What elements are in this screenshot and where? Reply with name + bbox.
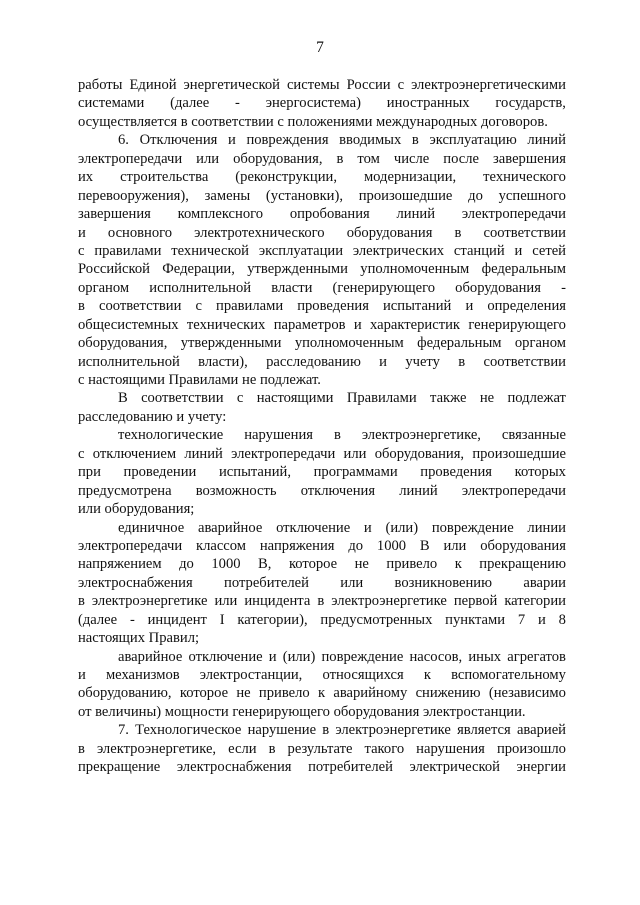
word: энергосистема) bbox=[265, 95, 361, 112]
word: электроснабжения bbox=[78, 574, 193, 591]
word: основного bbox=[107, 224, 173, 241]
word: соответствии bbox=[98, 298, 182, 315]
word: - bbox=[129, 611, 135, 628]
document-body bbox=[78, 76, 566, 777]
text-line bbox=[78, 150, 566, 168]
word: если bbox=[228, 740, 257, 757]
word: Правилами bbox=[346, 390, 417, 407]
word: с bbox=[397, 77, 405, 93]
word: электроэнергетике bbox=[91, 593, 208, 610]
word: (далее bbox=[78, 611, 118, 628]
word: В bbox=[419, 537, 430, 554]
word: отключение bbox=[188, 648, 263, 665]
word: с bbox=[195, 298, 202, 315]
word: 1000 bbox=[211, 556, 241, 573]
word: определения bbox=[487, 298, 566, 315]
text-line bbox=[78, 334, 566, 352]
word: оборудования bbox=[455, 279, 541, 296]
word: в bbox=[322, 722, 330, 739]
word: категории), bbox=[237, 611, 308, 628]
word: электропередачи bbox=[461, 206, 566, 223]
word: электрической bbox=[409, 759, 500, 776]
text-line bbox=[78, 168, 566, 186]
word: правилами bbox=[94, 242, 162, 259]
text-line bbox=[78, 555, 566, 573]
word: в bbox=[336, 150, 344, 167]
word: единичное bbox=[118, 519, 185, 536]
text-line bbox=[78, 740, 566, 758]
word: в bbox=[458, 353, 466, 370]
word: технической bbox=[171, 242, 249, 259]
word: замены bbox=[204, 187, 251, 204]
word: повреждение bbox=[431, 519, 514, 536]
text-line bbox=[78, 519, 566, 537]
word: В bbox=[118, 390, 128, 407]
word: в bbox=[78, 298, 85, 315]
text-line bbox=[78, 224, 566, 242]
text-line bbox=[78, 76, 566, 94]
word: опробования bbox=[289, 206, 370, 223]
word: повреждения bbox=[246, 132, 329, 149]
word: до bbox=[468, 187, 483, 204]
word: в bbox=[78, 593, 85, 610]
text-line bbox=[78, 94, 566, 112]
word: при bbox=[78, 464, 101, 481]
word: аварией bbox=[516, 722, 566, 739]
text-line bbox=[78, 463, 566, 481]
word: 6. bbox=[118, 132, 129, 149]
word: отключение bbox=[276, 519, 351, 536]
word: в bbox=[333, 427, 341, 444]
word: электрических bbox=[352, 242, 445, 259]
word: нарушения bbox=[244, 427, 313, 444]
word: их bbox=[78, 169, 94, 186]
word: электропередачи bbox=[461, 482, 566, 499]
word: аварии bbox=[523, 574, 566, 591]
word: эксплуатацию bbox=[429, 132, 517, 149]
word: линий bbox=[399, 482, 438, 499]
word: потребителей bbox=[224, 574, 309, 591]
word: насосов, bbox=[409, 648, 463, 665]
text-line: с настоящими Правилами не подлежат. bbox=[78, 372, 321, 388]
word: прекращение bbox=[78, 759, 161, 776]
word: параметров bbox=[273, 316, 346, 333]
word: уполномоченным bbox=[294, 335, 404, 352]
word: электроэнергетике, bbox=[361, 427, 481, 444]
word: напряжением bbox=[78, 556, 162, 573]
word: инцидента bbox=[244, 593, 311, 610]
word: энергии bbox=[516, 759, 566, 776]
word: предусмотрена bbox=[78, 482, 172, 499]
word: вспомогательному bbox=[451, 667, 566, 683]
word: электропередачи bbox=[78, 150, 183, 167]
word: 7 bbox=[517, 611, 526, 628]
word: линий bbox=[396, 206, 436, 223]
word: после bbox=[443, 150, 480, 167]
word: категории bbox=[504, 593, 566, 610]
word: инцидент bbox=[147, 611, 207, 628]
word: возникновению bbox=[394, 574, 493, 591]
text-line bbox=[78, 758, 566, 776]
text-line bbox=[78, 260, 566, 278]
word: испытаний bbox=[383, 298, 452, 315]
word: линий bbox=[184, 445, 223, 462]
text-line: осуществляется в соответствии с положениями международных договоров. bbox=[78, 113, 548, 130]
text-line bbox=[78, 316, 566, 334]
word: власти bbox=[271, 279, 313, 296]
word: также bbox=[430, 390, 467, 407]
word: перевооружения), bbox=[78, 187, 189, 204]
text-line bbox=[78, 648, 566, 666]
word: оборудования, bbox=[78, 335, 168, 352]
word: системами bbox=[78, 95, 145, 112]
word: правилами bbox=[216, 298, 284, 315]
word: настоящими bbox=[256, 390, 334, 407]
word: или bbox=[214, 593, 238, 610]
word: испытаний, bbox=[218, 464, 291, 481]
text-line bbox=[78, 426, 566, 444]
word: до bbox=[179, 556, 194, 573]
word: утвержденными bbox=[247, 261, 348, 278]
word: и bbox=[363, 519, 372, 536]
word: оборудованию, bbox=[78, 685, 172, 702]
word: повреждение bbox=[321, 648, 404, 665]
word: - bbox=[235, 95, 240, 112]
word: не bbox=[479, 390, 495, 407]
word: В, bbox=[258, 556, 272, 573]
text-line bbox=[78, 721, 566, 739]
word: (установки), bbox=[265, 187, 343, 204]
text-line: настоящих Правил; bbox=[78, 630, 200, 647]
word: электроэнергетике, bbox=[96, 740, 217, 757]
word: в bbox=[317, 593, 325, 610]
word: успешного bbox=[498, 187, 566, 204]
word: Технологическое bbox=[135, 722, 242, 739]
word: эксплуатации bbox=[258, 242, 344, 259]
word: генерирующего bbox=[468, 316, 566, 333]
word: 7. bbox=[118, 722, 129, 739]
word: России bbox=[346, 77, 391, 93]
word: которых bbox=[514, 464, 566, 481]
word: электропередачи bbox=[78, 537, 183, 554]
word: в bbox=[411, 132, 419, 149]
word: (реконструкции, bbox=[235, 169, 337, 186]
word: оборудования bbox=[346, 224, 433, 241]
word: является bbox=[457, 722, 511, 739]
text-line bbox=[78, 611, 566, 629]
word: власти), bbox=[198, 353, 248, 370]
word: связанные bbox=[501, 427, 566, 444]
word: классом bbox=[195, 537, 247, 554]
text-line bbox=[78, 205, 566, 223]
word: утвержденными bbox=[180, 335, 282, 352]
word: соответствии bbox=[483, 224, 566, 241]
word: и bbox=[78, 224, 86, 241]
word: соответствии bbox=[141, 390, 224, 407]
word: потребителей bbox=[308, 759, 393, 776]
word: напряжения bbox=[259, 537, 335, 554]
word: и bbox=[353, 316, 362, 333]
word: аварийное bbox=[118, 648, 183, 665]
word: электростанции, bbox=[199, 667, 303, 683]
word: которое bbox=[179, 685, 229, 702]
word: иных bbox=[468, 648, 502, 665]
word: отключения bbox=[300, 482, 376, 499]
word: исполнительной bbox=[78, 353, 180, 370]
word: расследованию bbox=[266, 353, 361, 370]
word: или bbox=[443, 537, 467, 554]
word: (или) bbox=[385, 519, 419, 536]
word: электротехнического bbox=[194, 224, 325, 241]
word: энергетической bbox=[183, 77, 280, 93]
word: с bbox=[236, 390, 244, 407]
text-line bbox=[78, 389, 566, 407]
word: и bbox=[379, 353, 387, 370]
word: привело bbox=[386, 556, 438, 573]
word: 8 bbox=[558, 611, 566, 628]
word: такого bbox=[364, 740, 405, 757]
word: Отключения bbox=[139, 132, 218, 149]
word: I bbox=[219, 611, 225, 628]
word: прекращению bbox=[479, 556, 566, 573]
word: к bbox=[317, 685, 326, 702]
word: с bbox=[78, 242, 85, 259]
text-line bbox=[78, 482, 566, 500]
word: (или) bbox=[282, 648, 316, 665]
word: первой bbox=[453, 593, 498, 610]
word: которое bbox=[288, 556, 338, 573]
text-line bbox=[78, 297, 566, 315]
word: произошедшие bbox=[472, 445, 566, 462]
word: подлежат bbox=[507, 390, 566, 407]
word: или bbox=[343, 445, 367, 462]
word: проведения bbox=[297, 298, 369, 315]
word: и bbox=[465, 298, 474, 315]
word: числе bbox=[393, 150, 430, 167]
word: и bbox=[228, 132, 236, 149]
word: и bbox=[514, 242, 523, 259]
word: оборудования bbox=[480, 537, 566, 554]
text-line bbox=[78, 279, 566, 297]
word: (генерирующего bbox=[332, 279, 436, 296]
word: к bbox=[454, 556, 462, 573]
word: программами bbox=[313, 464, 398, 481]
word: линии bbox=[527, 519, 566, 536]
text-line bbox=[78, 445, 566, 463]
word: до bbox=[348, 537, 364, 554]
word: (далее bbox=[170, 95, 210, 112]
word: строительства bbox=[120, 169, 209, 186]
word: (независимо bbox=[488, 685, 566, 702]
word: линий bbox=[527, 132, 566, 149]
word: Федерации, bbox=[162, 261, 235, 278]
word: том bbox=[357, 150, 380, 167]
word: отключением bbox=[92, 445, 177, 462]
word: завершения bbox=[78, 206, 151, 223]
word: произошедшие bbox=[358, 187, 453, 204]
page-number: 7 bbox=[316, 39, 324, 56]
word: пунктами bbox=[445, 611, 506, 628]
word: снижению bbox=[415, 685, 481, 702]
text-line bbox=[78, 353, 566, 371]
word: аварийное bbox=[197, 519, 263, 536]
word: модернизации, bbox=[363, 169, 457, 186]
text-line bbox=[78, 666, 566, 684]
word: станций bbox=[453, 242, 505, 259]
word: предусмотренных bbox=[320, 611, 433, 628]
word: общесистемных bbox=[78, 316, 179, 333]
word: уполномоченным bbox=[360, 261, 470, 278]
word: агрегатов bbox=[507, 648, 566, 665]
word: завершения bbox=[493, 150, 566, 167]
word: и bbox=[537, 611, 546, 628]
word: произошло bbox=[496, 740, 566, 757]
text-line bbox=[78, 684, 566, 702]
word: электроэнергетике bbox=[331, 593, 447, 610]
word: органом bbox=[514, 335, 566, 352]
word: или bbox=[196, 150, 220, 167]
word: и bbox=[78, 667, 86, 683]
text-line bbox=[78, 574, 566, 592]
word: электропередачи bbox=[231, 445, 336, 462]
word: относящихся bbox=[322, 667, 404, 683]
word: Российской bbox=[78, 261, 150, 278]
word: учету bbox=[405, 353, 440, 370]
text-line: или оборудования; bbox=[78, 501, 195, 518]
word: не bbox=[236, 685, 251, 702]
word: исполнительной bbox=[149, 279, 252, 296]
word: иностранных bbox=[386, 95, 470, 112]
word: электроэнергетическими bbox=[411, 77, 566, 93]
word: в bbox=[454, 224, 462, 241]
word: возможность bbox=[195, 482, 277, 499]
text-line: от величины) мощности генерирующего оборудования электростанции. bbox=[78, 703, 526, 720]
text-line: расследованию и учету: bbox=[78, 408, 227, 425]
text-line bbox=[78, 242, 566, 260]
word: государств, bbox=[495, 95, 566, 112]
word: вводимых bbox=[339, 132, 402, 149]
word: - bbox=[561, 279, 566, 296]
word: результате bbox=[287, 740, 353, 757]
word: соответствии bbox=[483, 353, 566, 370]
word: с bbox=[78, 445, 85, 462]
text-line bbox=[78, 537, 566, 555]
word: проведения bbox=[420, 464, 492, 481]
word: сетей bbox=[532, 242, 566, 259]
word: не bbox=[354, 556, 369, 573]
word: электроснабжения bbox=[176, 759, 292, 776]
word: нарушения bbox=[416, 740, 485, 757]
word: характеристик bbox=[370, 316, 461, 333]
word: и bbox=[268, 648, 277, 665]
word: в bbox=[78, 740, 85, 757]
word: федеральным bbox=[417, 335, 502, 352]
word: проведении bbox=[123, 464, 197, 481]
word: федеральным bbox=[481, 261, 566, 278]
word: или bbox=[340, 574, 364, 591]
word: привело bbox=[258, 685, 310, 702]
word: механизмов bbox=[105, 667, 180, 683]
word: системы bbox=[286, 77, 340, 93]
word: оборудования, bbox=[374, 445, 465, 462]
word: к bbox=[423, 667, 431, 683]
word: комплексного bbox=[177, 206, 264, 223]
word: органом bbox=[78, 279, 130, 296]
text-line bbox=[78, 187, 566, 205]
word: работы bbox=[78, 77, 123, 93]
word: Единой bbox=[129, 77, 177, 93]
word: в bbox=[268, 740, 276, 757]
word: технического bbox=[483, 169, 566, 186]
word: аварийному bbox=[333, 685, 408, 702]
word: 1000 bbox=[376, 537, 407, 554]
word: электроэнергетике bbox=[335, 722, 451, 739]
word: оборудования, bbox=[233, 150, 323, 167]
word: нарушение bbox=[247, 722, 317, 739]
text-line bbox=[78, 592, 566, 610]
text-line bbox=[78, 131, 566, 149]
word: технических bbox=[186, 316, 266, 333]
word: технологические bbox=[118, 427, 224, 444]
